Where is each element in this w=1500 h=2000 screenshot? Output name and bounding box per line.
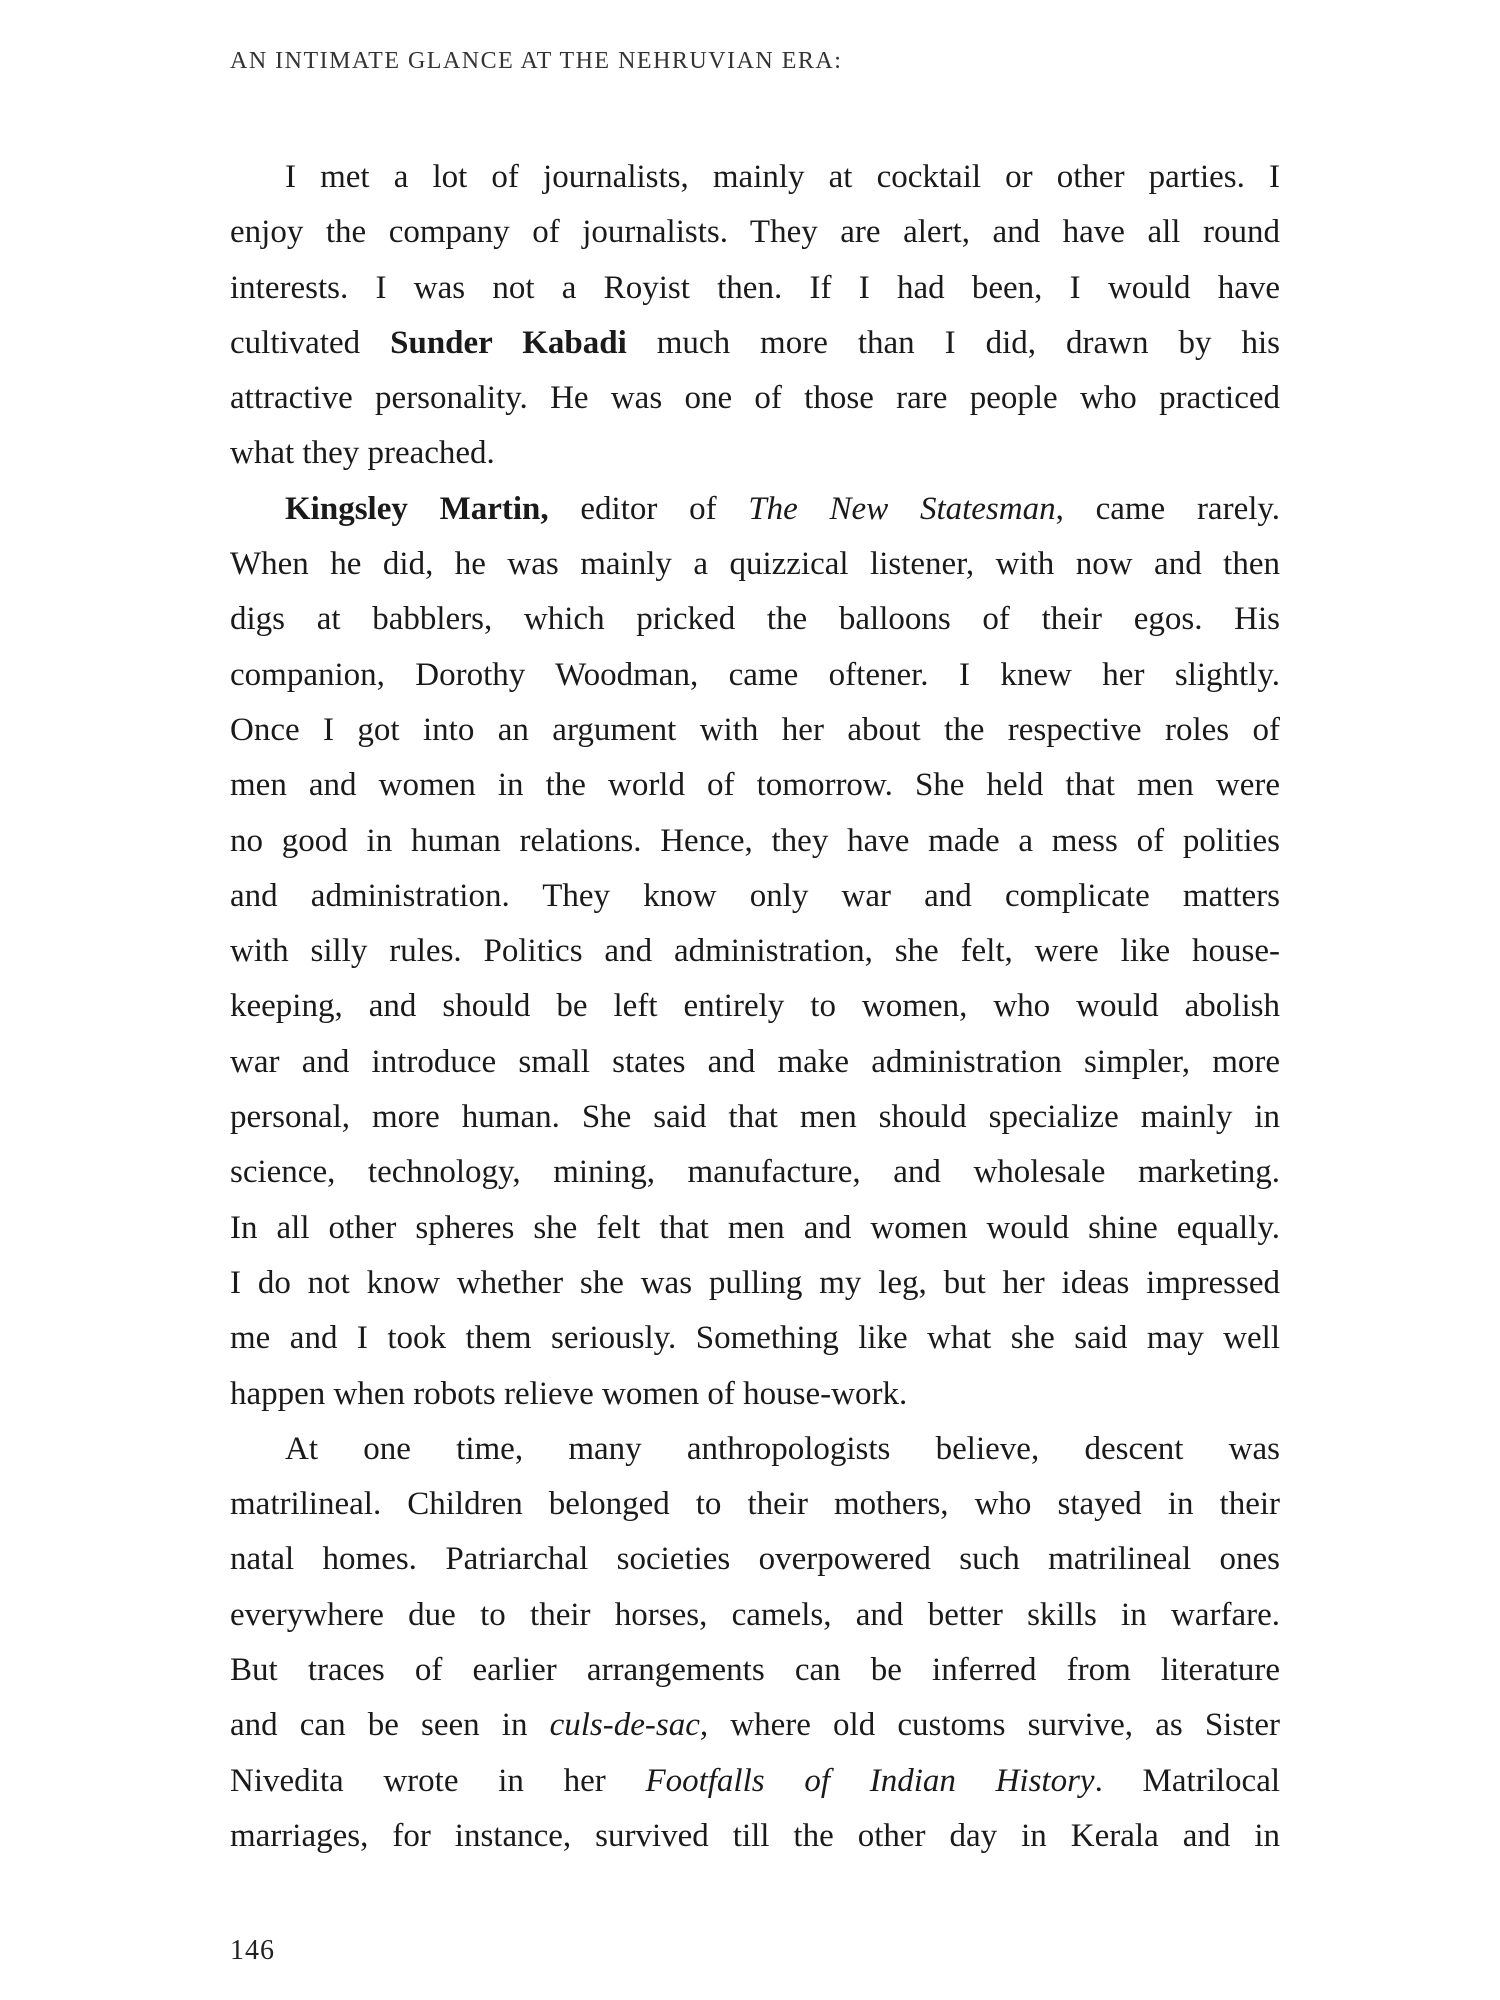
text-line	[230, 1809, 1280, 1864]
text-line	[230, 1035, 1280, 1090]
text-line	[230, 1532, 1280, 1587]
text-segment: , came rarely.	[1055, 490, 1280, 527]
text-segment: interests. I was not a Royist then. If I had been, I would have	[230, 269, 1280, 306]
text-segment: I do not know whether she was pulling my leg, but her ideas impressed	[230, 1264, 1280, 1301]
text-segment: cultivated	[230, 324, 391, 361]
text-line	[230, 1367, 1280, 1422]
italic-title: Footfalls of Indian History	[645, 1762, 1095, 1799]
italic-title: culs-de-sac,	[549, 1707, 709, 1744]
text-line	[230, 1311, 1280, 1366]
text-line	[230, 316, 1280, 371]
text-segment: war and introduce small states and make administration simpler, more	[230, 1043, 1280, 1080]
text-segment: no good in human relations. Hence, they have made a mess of polities	[230, 822, 1280, 859]
text-line	[230, 924, 1280, 979]
text-segment: much more than I did, drawn by his	[626, 324, 1280, 361]
text-line	[230, 1588, 1280, 1643]
text-line	[230, 648, 1280, 703]
text-segment: . Matrilocal	[1094, 1762, 1281, 1799]
text-line	[230, 703, 1280, 758]
text-segment: But traces of earlier arrangements can be inferred from literature	[230, 1652, 1280, 1689]
text-segment: science, technology, mining, manufacture, and wholesale marketing.	[230, 1154, 1280, 1191]
text-segment: At one time, many anthropologists believe, descent was	[285, 1430, 1280, 1467]
bold-name: Sunder Kabadi	[390, 324, 627, 361]
text-line	[230, 1090, 1280, 1145]
text-segment: personal, more human. She said that men should specialize mainly in	[230, 1099, 1280, 1136]
text-line	[230, 205, 1280, 260]
running-head: AN INTIMATE GLANCE AT THE NEHRUVIAN ERA:	[230, 48, 843, 74]
text-segment: keeping, and should be left entirely to women, who would abolish	[230, 988, 1280, 1025]
text-segment: companion, Dorothy Woodman, came oftener. I knew her slightly.	[230, 656, 1280, 693]
text-segment: Once I got into an argument with her about the respective roles of	[230, 711, 1280, 748]
text-line	[230, 1477, 1280, 1532]
text-line	[230, 426, 1280, 481]
text-line	[230, 1754, 1280, 1809]
text-line	[230, 1422, 1280, 1477]
bold-name: Kingsley Martin,	[285, 490, 549, 527]
text-segment: and can be seen in	[230, 1707, 550, 1744]
text-line	[230, 537, 1280, 592]
text-line	[230, 261, 1280, 316]
text-segment: natal homes. Patriarchal societies overpowered such matrilineal ones	[230, 1541, 1280, 1578]
text-segment: editor of	[548, 490, 749, 527]
text-segment: digs at babblers, which pricked the balloons of their egos. His	[230, 601, 1280, 638]
text-segment: marriages, for instance, survived till the other day in Kerala and in	[230, 1817, 1280, 1854]
text-line	[230, 1698, 1280, 1753]
text-segment: what they preached.	[230, 435, 495, 472]
text-segment: attractive personality. He was one of those rare people who practiced	[230, 380, 1280, 417]
text-line	[230, 1201, 1280, 1256]
text-line	[230, 758, 1280, 813]
text-segment: Nivedita wrote in her	[230, 1762, 646, 1799]
text-segment: I met a lot of journalists, mainly at cocktail or other parties. I	[285, 159, 1280, 195]
text-line	[230, 1643, 1280, 1698]
text-segment: me and I took them seriously. Something like what she said may well	[230, 1320, 1280, 1357]
text-line	[230, 150, 1280, 205]
text-segment: where old customs survive, as Sister	[708, 1707, 1280, 1744]
text-segment: In all other spheres she felt that men and women would shine equally.	[230, 1209, 1280, 1246]
text-line	[230, 814, 1280, 869]
italic-title: The New Statesman	[748, 490, 1056, 527]
page-number: 146	[230, 1935, 275, 1966]
text-segment: with silly rules. Politics and administration, she felt, were like house-	[230, 933, 1280, 970]
text-segment: When he did, he was mainly a quizzical listener, with now and then	[230, 546, 1280, 583]
text-segment: everywhere due to their horses, camels, and better skills in warfare.	[230, 1596, 1280, 1633]
body-text	[230, 150, 1280, 1864]
text-line	[230, 371, 1280, 426]
text-line	[230, 592, 1280, 647]
text-segment: men and women in the world of tomorrow. She held that men were	[230, 767, 1280, 804]
text-line	[230, 1145, 1280, 1200]
text-line	[230, 869, 1280, 924]
text-segment: matrilineal. Children belonged to their mothers, who stayed in their	[230, 1486, 1280, 1523]
text-segment: enjoy the company of journalists. They are alert, and have all round	[230, 214, 1280, 251]
text-segment: and administration. They know only war and complicate matters	[230, 877, 1280, 914]
text-line	[230, 1256, 1280, 1311]
text-segment: happen when robots relieve women of house-work.	[230, 1375, 908, 1412]
text-line	[230, 979, 1280, 1034]
text-line	[230, 482, 1280, 537]
